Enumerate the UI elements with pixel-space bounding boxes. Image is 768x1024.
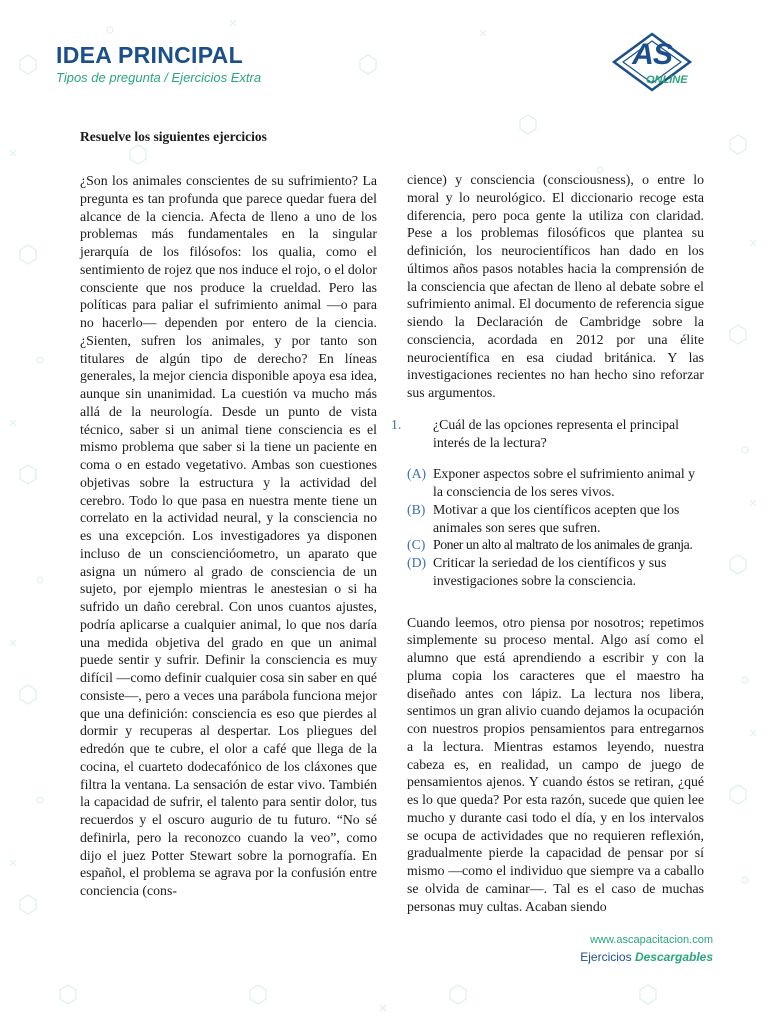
option-letter: (A) — [407, 466, 427, 482]
footer-label-bold: Descargables — [634, 950, 713, 964]
reading-column-left — [80, 172, 377, 900]
option-text: Motivar a que los científicos acepten que los animales son seres que sufren. — [433, 501, 680, 535]
reading-text-left: ¿Son los animales conscientes de su sufrimiento? La pregunta es tan profunda que parece quedar fuera del alcance de la ciencia. Afecta de lleno a uno de los problemas más fundamentales en la singular jerarquía de los filósofos: los qualia, como el sentimiento de rojez que nos induce el rojo, o el dolor consciente que nos produce la crueldad. Pero las políticas para paliar el sufrimiento animal —o para no hacerlo— dependen por entero de la ciencia. ¿Sienten, sufren los animales, y por tanto son titulares de algún tipo de derecho? En líneas generales, la mejor ciencia disponible apoya esa idea, aunque sin unanimidad. La cuestión va mucho más allá de la neurología. Desde un punto de vista técnico, saber si un animal tiene consciencia es el mismo problema que saber si la tiene un paciente en coma o en estado vegetativo. Ambas son cuestiones objetivas sobre la estructura y la actividad del cerebro. Todo lo que pasa en nuestra mente tiene un correlato en la actividad neural, y la consciencia no es una excepción. Los investigadores ya disponen incluso de un consciencióometro, un aparato que asigna un número al grado de consciencia de un sujeto, por ejemplo mientras le anestesian o si ha sufrido un daño cerebral. Con unos cuantos ajustes, podría aplicarse a cualquier animal, lo que nos daría una medida objetiva del grado en que un animal puede sentir y sufrir. Definir la consciencia es muy difícil —como definir cualquier cosa sin saber en qué consiste—, pero a veces una parábola funciona mejor que una definición: consciencia es eso que pierdes al dormir y recuperas al despertar. Los pliegues del edredón que te cubre, el olor a café que llega de la cocina, el cuarteto dodecafónico de los cláxones que filtra la ventana. La sensación de estar vivo. También la capacidad de sufrir, el talento para sentir dolor, tus recuerdos y el oscuro augurio de tu futuro. “No sé definirla, pero la reconozco cuando la veo”, como dijo el juez Potter Stewart sobre la pornografía. En español, el problema se agrava por la confusión entre conciencia (cons- — [80, 173, 377, 898]
option-letter: (C) — [407, 537, 426, 553]
option-letter: (B) — [407, 501, 426, 517]
exercise-instruction: Resuelve los siguientes ejercicios — [80, 129, 267, 144]
logo-text: AS — [632, 38, 672, 71]
option-b[interactable] — [407, 501, 704, 537]
option-text: Criticar la seriedad de los científicos y sus investigaciones sobre la consciencia. — [433, 555, 667, 588]
option-letter: (D) — [407, 555, 427, 570]
option-c[interactable] — [407, 536, 704, 554]
question-number: 1. — [391, 416, 402, 432]
as-online-logo — [604, 30, 700, 94]
footer-website-link[interactable]: www.ascapacitacion.com — [590, 934, 713, 946]
reading-text-right: cience) y consciencia (consciousness), o entre lo moral y lo neurológico. El diccionario recoge esta diferencia, pero poca gente la utiliza con claridad. Pese a los problemas filosóficos que plantea su definición, los neurocientíficos han dado en los últimos años pasos notables hacia la comprensión de la consciencia que afectan de lleno al debate sobre el sufrimiento animal. El documento de referencia sigue siendo la Declaración de Cambridge sobre la consciencia, acordada en 2012 por una élite neurocientífica en esa ciudad británica. Y las investigaciones recientes no han hecho sino reforzar sus argumentos. — [407, 172, 704, 400]
page-subtitle: Tipos de pregunta / Ejercicios Extra — [56, 70, 262, 85]
logo-subtext: ONLINE — [646, 74, 688, 86]
question-1 — [391, 416, 704, 452]
question-text: ¿Cuál de las opciones representa el principal interés de la lectura? — [433, 416, 679, 450]
reading-column-right — [391, 171, 704, 915]
answer-options — [407, 465, 704, 589]
footer-label-text: Ejercicios — [580, 950, 632, 964]
option-text: Poner un alto al maltrato de los animales de granja. — [433, 537, 693, 553]
option-d[interactable] — [407, 554, 704, 590]
reading-text-2: Cuando leemos, otro piensa por nosotros; repetimos simplemente su proceso mental. Algo así como el alumno que está aprendiendo a escribir y con la pluma copia los caracteres que el maestro ha diseñado antes con lápiz. La lectura nos libera, sentimos un gran alivio cuando dejamos la ocupación con nuestros propios pensamientos para entregarnos a la lectura. Mientras estamos leyendo, nuestra cabeza es, en realidad, un campo de juego de pensamientos ajenos. Y cuando éstos se retiran, ¿qué es lo que queda? Por esta razón, sucede que quien lee mucho y durante casi todo el día, y en los intervalos se ocupa de actividades que no requieren reflexión, gradualmente pierde la capacidad de pensar por sí mismo —como el individuo que siempre va a caballo se olvida de caminar—. Tal es el caso de muchas personas muy cultas. Acaban siendo — [407, 614, 704, 914]
option-a[interactable] — [407, 465, 704, 501]
option-text: Exponer aspectos sobre el sufrimiento animal y la consciencia de los seres vivos. — [433, 466, 696, 499]
page-title: IDEA PRINCIPAL — [56, 42, 243, 68]
footer-label — [580, 950, 713, 964]
